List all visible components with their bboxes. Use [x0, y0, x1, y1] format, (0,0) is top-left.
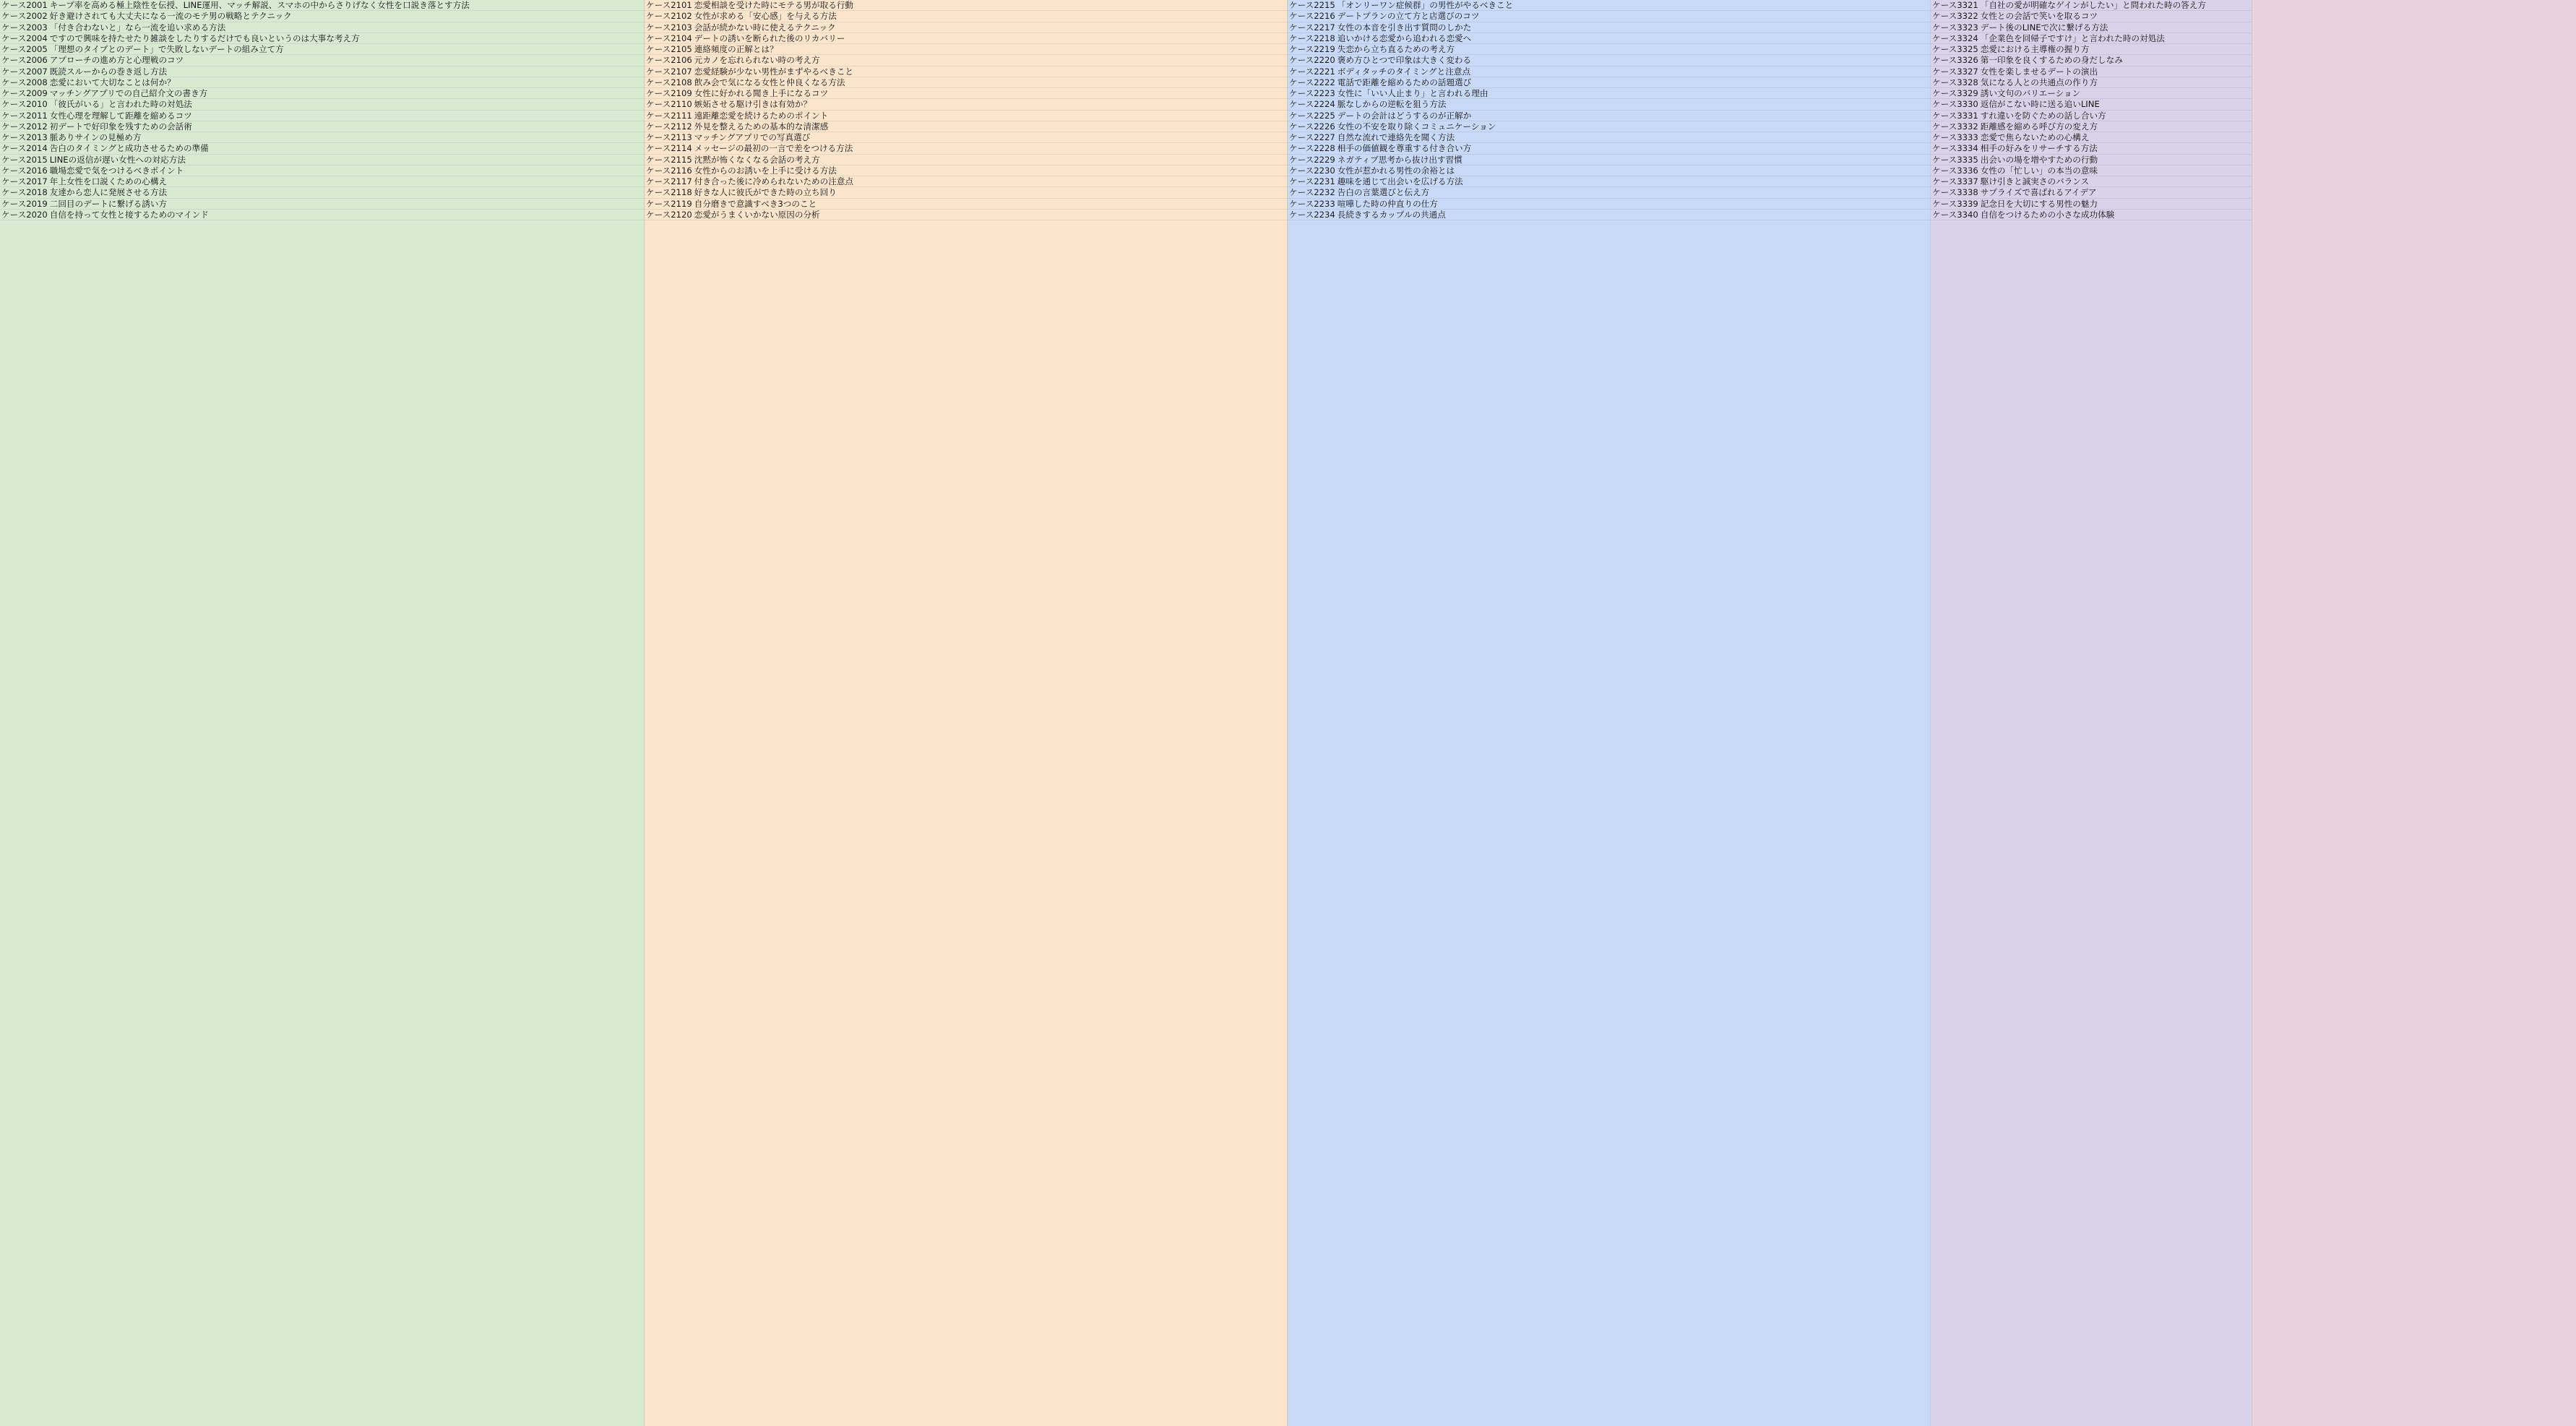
- table-row[interactable]: [1931, 99, 2252, 110]
- case-id: ケース2012: [1, 121, 48, 132]
- case-id: ケース2217: [1289, 22, 1335, 33]
- table-row[interactable]: [0, 166, 644, 176]
- case-id: ケース3333: [1932, 132, 1978, 142]
- case-id: ケース2223: [1289, 88, 1335, 98]
- table-row[interactable]: [1931, 33, 2252, 44]
- table-row[interactable]: [1931, 22, 2252, 33]
- table-row[interactable]: [645, 199, 1287, 210]
- case-text: 女性が求める「安心感」を与える方法: [694, 11, 837, 22]
- case-id: ケース2228: [1289, 143, 1335, 154]
- table-row[interactable]: [1288, 121, 1930, 132]
- case-text: 「企業色を回帰子ですけ」と言われた時の対処法: [1980, 33, 2165, 43]
- table-row[interactable]: [1288, 55, 1930, 66]
- case-id: ケース2117: [646, 176, 692, 186]
- table-row[interactable]: [1931, 176, 2252, 187]
- case-id: ケース3335: [1932, 154, 1978, 165]
- case-text: 嫉妬させる駆け引きは有効か？: [694, 99, 812, 110]
- case-id: ケース2222: [1289, 77, 1335, 87]
- case-text: 脈ありサインの見極め方: [49, 132, 142, 142]
- case-id: ケース2015: [1, 154, 48, 165]
- case-text: マッチングアプリでの自己紹介文の書き方: [49, 88, 208, 98]
- case-text: 元カノを忘れられない時の考え方: [694, 55, 820, 66]
- case-id: ケース3324: [1932, 33, 1978, 43]
- case-id: ケース2102: [646, 11, 692, 22]
- case-text: 初デートで好印象を残すための会話術: [49, 121, 192, 132]
- case-text: 女性の本音を引き出す質問のしかた: [1337, 22, 1472, 33]
- case-text: 自信を持って女性と接するためのマインド: [49, 209, 209, 220]
- case-text: 脈なしからの逆転を狙う方法: [1337, 99, 1447, 110]
- table-row[interactable]: [645, 44, 1287, 55]
- case-id: ケース2218: [1289, 33, 1335, 43]
- case-id: ケース3329: [1932, 88, 1978, 98]
- case-id: ケース2112: [646, 121, 692, 132]
- table-row[interactable]: [0, 210, 644, 220]
- case-text: 褒め方ひとつで印象は大きく変わる: [1337, 55, 1471, 66]
- case-text: デート後のLINEで次に繋げる方法: [1980, 22, 2108, 33]
- table-row[interactable]: [0, 132, 644, 143]
- case-text: 距離感を縮める呼び方の変え方: [1980, 121, 2098, 132]
- case-id: ケース2107: [646, 66, 692, 77]
- case-id: ケース2220: [1289, 55, 1335, 66]
- case-text: 出会いの場を増やすための行動: [1980, 154, 2098, 165]
- table-row[interactable]: [1288, 111, 1930, 121]
- case-id: ケース3332: [1932, 121, 1978, 132]
- table-row[interactable]: [0, 187, 644, 198]
- case-text: 恋愛で焦らないための心構え: [1980, 132, 2090, 142]
- case-id: ケース3336: [1932, 165, 1978, 176]
- case-id: ケース2230: [1289, 165, 1335, 176]
- table-row[interactable]: [0, 199, 644, 210]
- table-row[interactable]: [0, 77, 644, 88]
- case-text: 飲み会で気になる女性と仲良くなる方法: [694, 77, 845, 87]
- table-row[interactable]: [645, 88, 1287, 99]
- case-text: 失恋から立ち直るための考え方: [1337, 44, 1455, 54]
- table-row[interactable]: [1931, 55, 2252, 66]
- table-row[interactable]: [0, 0, 644, 11]
- table-row[interactable]: [1931, 199, 2252, 210]
- case-text: 女性に「いい人止まり」と言われる理由: [1337, 88, 1489, 98]
- table-row[interactable]: [0, 111, 644, 121]
- table-row[interactable]: [1288, 11, 1930, 22]
- table-row[interactable]: [645, 77, 1287, 88]
- case-text: 告白のタイミングと成功させるための準備: [49, 143, 209, 154]
- case-id: ケース2103: [646, 22, 692, 33]
- table-row[interactable]: [1931, 0, 2252, 11]
- case-text: 返信がこない時に送る追いLINE: [1980, 99, 2100, 110]
- table-row[interactable]: [1931, 111, 2252, 121]
- column-4: [1931, 0, 2252, 1426]
- case-text: デートプランの立て方と店選びのコツ: [1337, 11, 1480, 22]
- case-text: 告白の言葉選びと伝え方: [1337, 187, 1430, 198]
- case-text: 好き避けされても大丈夫になる一流のモテ男の戦略とテクニック: [49, 11, 292, 22]
- case-text: 相手の好みをリサーチする方法: [1980, 143, 2098, 154]
- case-id: ケース2108: [646, 77, 692, 87]
- table-row[interactable]: [0, 55, 644, 66]
- table-row[interactable]: [645, 187, 1287, 198]
- case-id: ケース2109: [646, 88, 692, 98]
- table-row[interactable]: [645, 143, 1287, 154]
- case-id: ケース2221: [1289, 66, 1335, 77]
- case-id: ケース3325: [1932, 44, 1978, 54]
- table-row[interactable]: [0, 121, 644, 132]
- table-row[interactable]: [645, 111, 1287, 121]
- case-id: ケース2016: [1, 165, 48, 176]
- table-row[interactable]: [0, 33, 644, 44]
- case-text: 職場恋愛で気をつけるべきポイント: [49, 165, 184, 176]
- case-text: 恋愛経験が少ない男性がまずやるべきこと: [694, 66, 854, 77]
- table-row[interactable]: [645, 66, 1287, 77]
- case-id: ケース2232: [1289, 187, 1335, 198]
- table-row[interactable]: [645, 33, 1287, 44]
- case-id: ケース3330: [1932, 99, 1978, 110]
- case-id: ケース2013: [1, 132, 48, 142]
- case-id: ケース2017: [1, 176, 48, 186]
- case-text: ですので興味を持たせたり雑談をしたりするだけでも良いというのは大事な考え方: [49, 33, 360, 43]
- table-row[interactable]: [0, 22, 644, 33]
- case-id: ケース2216: [1289, 11, 1335, 22]
- table-row[interactable]: [0, 176, 644, 187]
- case-text: 女性を楽しませるデートの演出: [1980, 66, 2098, 77]
- case-text: 自然な流れで連絡先を聞く方法: [1337, 132, 1455, 142]
- case-id: ケース2009: [1, 88, 48, 98]
- case-id: ケース2231: [1289, 176, 1335, 186]
- case-text: 自信をつけるための小さな成功体験: [1980, 209, 2115, 220]
- case-id: ケース2014: [1, 143, 48, 154]
- case-id: ケース2120: [646, 209, 692, 220]
- case-id: ケース2229: [1289, 154, 1335, 165]
- case-text: 会話が続かない時に使えるテクニック: [694, 22, 836, 33]
- table-row[interactable]: [1288, 143, 1930, 154]
- case-text: 「自社の愛が明確なゲインがしたい」と問われた時の答え方: [1980, 0, 2206, 10]
- table-row[interactable]: [1288, 88, 1930, 99]
- case-text: 「オンリーワン症候群」の男性がやるべきこと: [1337, 0, 1514, 10]
- table-row[interactable]: [1931, 210, 2252, 220]
- case-text: 女性が惹かれる男性の余裕とは: [1337, 165, 1455, 176]
- case-text: 外見を整えるための基本的な清潔感: [694, 121, 829, 132]
- case-id: ケース2011: [1, 110, 48, 121]
- case-id: ケース2114: [646, 143, 692, 154]
- case-text: 長続きするカップルの共通点: [1337, 209, 1446, 220]
- table-row[interactable]: [1931, 121, 2252, 132]
- table-row[interactable]: [1931, 66, 2252, 77]
- case-text: 女性心理を理解して距離を縮めるコツ: [49, 110, 192, 121]
- case-text: キープ率を高める極上陰性を伝授、LINE運用、マッチ解説、スマホの中からさりげなく女性を口説き落とす方法: [49, 0, 470, 10]
- case-text: 電話で距離を縮めるための話題選び: [1337, 77, 1472, 87]
- case-id: ケース3331: [1932, 110, 1978, 121]
- case-id: ケース2101: [646, 0, 692, 10]
- case-text: 第一印象を良くするための身だしなみ: [1980, 55, 2123, 66]
- table-row[interactable]: [0, 155, 644, 166]
- table-row[interactable]: [645, 55, 1287, 66]
- table-row[interactable]: [1288, 44, 1930, 55]
- table-row[interactable]: [645, 0, 1287, 11]
- column-1: [0, 0, 645, 1426]
- case-text: デートの誘いを断られた後のリカバリー: [694, 33, 845, 43]
- case-text: 沈黙が怖くなくなる会話の考え方: [694, 154, 820, 165]
- case-text: 恋愛において大切なことは何か？: [49, 77, 176, 87]
- case-id: ケース2215: [1289, 0, 1335, 10]
- table-row[interactable]: [1288, 176, 1930, 187]
- case-text: 遠距離恋愛を続けるためのポイント: [694, 110, 829, 121]
- column-5: [2252, 0, 2576, 1426]
- case-text: メッセージの最初の一言で差をつける方法: [694, 143, 853, 154]
- table-row[interactable]: [1931, 44, 2252, 55]
- table-row[interactable]: [645, 166, 1287, 176]
- case-text: 追いかける恋愛から追われる恋愛へ: [1337, 33, 1472, 43]
- case-id: ケース3328: [1932, 77, 1978, 87]
- table-row[interactable]: [1288, 132, 1930, 143]
- case-text: 女性との会話で笑いを取るコツ: [1980, 11, 2098, 22]
- case-text: 自分磨きで意識すべき3つのこと: [694, 198, 817, 209]
- case-text: 女性に好かれる聞き上手になるコツ: [694, 88, 829, 98]
- table-row[interactable]: [1931, 155, 2252, 166]
- case-id: ケース2004: [1, 33, 48, 43]
- table-row[interactable]: [0, 99, 644, 110]
- table-row[interactable]: [645, 22, 1287, 33]
- table-row[interactable]: [645, 176, 1287, 187]
- case-text: 連絡頻度の正解とは？: [694, 44, 778, 54]
- table-row[interactable]: [1288, 210, 1930, 220]
- case-id: ケース2003: [1, 22, 48, 33]
- case-id: ケース2119: [646, 198, 692, 209]
- case-text: 恋愛がうまくいかない原因の分析: [694, 209, 820, 220]
- case-text: 記念日を大切にする男性の魅力: [1980, 198, 2098, 209]
- case-id: ケース2019: [1, 198, 48, 209]
- table-row[interactable]: [1931, 166, 2252, 176]
- case-id: ケース3327: [1932, 66, 1978, 77]
- case-id: ケース2018: [1, 187, 48, 198]
- case-text: 女性の不安を取り除くコミュニケーション: [1337, 121, 1496, 132]
- table-row[interactable]: [1288, 0, 1930, 11]
- column-3: [1288, 0, 1931, 1426]
- case-text: マッチングアプリでの写真選び: [694, 132, 811, 142]
- case-text: サプライズで喜ばれるアイデア: [1980, 187, 2097, 198]
- case-id: ケース2005: [1, 44, 48, 54]
- case-text: 既読スルーからの巻き返し方法: [49, 66, 168, 77]
- table-row[interactable]: [1931, 11, 2252, 22]
- case-id: ケース2110: [646, 99, 692, 110]
- case-text: 女性の「忙しい」の本当の意味: [1980, 165, 2098, 176]
- table-row[interactable]: [1288, 199, 1930, 210]
- table-row[interactable]: [1931, 77, 2252, 88]
- case-id: ケース3338: [1932, 187, 1978, 198]
- table-row[interactable]: [645, 121, 1287, 132]
- case-id: ケース2104: [646, 33, 692, 43]
- table-row[interactable]: [645, 155, 1287, 166]
- case-text: 駆け引きと誠実さのバランス: [1980, 176, 2090, 186]
- case-text: 年上女性を口説くための心構え: [49, 176, 168, 186]
- case-id: ケース2116: [646, 165, 692, 176]
- case-text: 喧嘩した時の仲直りの仕方: [1337, 198, 1438, 209]
- case-id: ケース2105: [646, 44, 692, 54]
- table-row[interactable]: [645, 11, 1287, 22]
- case-id: ケース2111: [646, 110, 692, 121]
- case-id: ケース2226: [1289, 121, 1335, 132]
- case-id: ケース2020: [1, 209, 48, 220]
- case-id: ケース2002: [1, 11, 48, 22]
- case-text: ネガティブ思考から抜け出す習慣: [1337, 154, 1463, 165]
- table-row[interactable]: [1288, 66, 1930, 77]
- table-row[interactable]: [645, 210, 1287, 220]
- case-text: 好きな人に彼氏ができた時の立ち回り: [694, 187, 837, 198]
- case-text: 相手の価値観を尊重する付き合い方: [1337, 143, 1472, 154]
- case-id: ケース2224: [1289, 99, 1335, 110]
- table-row[interactable]: [0, 44, 644, 55]
- case-text: 女性からのお誘いを上手に受ける方法: [694, 165, 837, 176]
- table-row[interactable]: [1288, 155, 1930, 166]
- case-id: ケース2118: [646, 187, 692, 198]
- case-id: ケース2219: [1289, 44, 1335, 54]
- case-id: ケース3337: [1932, 176, 1978, 186]
- table-row[interactable]: [1288, 22, 1930, 33]
- case-text: 趣味を通じて出会いを広げる方法: [1337, 176, 1463, 186]
- case-text: 恋愛相談を受けた時にモテる男が取る行動: [694, 0, 854, 10]
- case-text: 「彼氏がいる」と言われた時の対処法: [49, 99, 192, 110]
- case-id: ケース2106: [646, 55, 692, 66]
- table-row[interactable]: [1931, 88, 2252, 99]
- case-text: 気になる人との共通点の作り方: [1980, 77, 2098, 87]
- case-id: ケース2115: [646, 154, 692, 165]
- table-row[interactable]: [645, 132, 1287, 143]
- case-id: ケース3322: [1932, 11, 1978, 22]
- case-id: ケース2233: [1289, 198, 1335, 209]
- case-text: 二回目のデートに繋げる誘い方: [49, 198, 168, 209]
- case-text: アプローチの進め方と心理戦のコツ: [49, 55, 184, 66]
- table-row[interactable]: [1288, 166, 1930, 176]
- table-row[interactable]: [1288, 187, 1930, 198]
- case-id: ケース2227: [1289, 132, 1335, 142]
- case-text: 「付き合わないと」なら一流を追い求める方法: [49, 22, 226, 33]
- table-row[interactable]: [0, 88, 644, 99]
- case-text: 誘い文句のバリエーション: [1980, 88, 2081, 98]
- case-id: ケース3323: [1932, 22, 1978, 33]
- column-2: [645, 0, 1288, 1426]
- table-row[interactable]: [1288, 33, 1930, 44]
- case-id: ケース3321: [1932, 0, 1978, 10]
- case-id: ケース2113: [646, 132, 692, 142]
- case-id: ケース2010: [1, 99, 48, 110]
- table-row[interactable]: [1288, 77, 1930, 88]
- case-id: ケース2234: [1289, 209, 1335, 220]
- case-id: ケース3340: [1932, 209, 1978, 220]
- case-id: ケース2007: [1, 66, 48, 77]
- case-text: 友達から恋人に発展させる方法: [49, 187, 168, 198]
- case-text: デートの会計はどうするのが正解か: [1337, 110, 1472, 121]
- case-text: 「理想のタイプとのデート」で失敗しないデートの組み立て方: [49, 44, 284, 54]
- case-text: 恋愛における主導権の握り方: [1980, 44, 2090, 54]
- case-id: ケース2225: [1289, 110, 1335, 121]
- case-text: 付き合った後に冷められないための注意点: [694, 176, 854, 186]
- table-row[interactable]: [1931, 187, 2252, 198]
- case-id: ケース3339: [1932, 198, 1978, 209]
- case-id: ケース3334: [1932, 143, 1978, 154]
- table-row[interactable]: [0, 11, 644, 22]
- case-text: すれ違いを防ぐための話し合い方: [1980, 110, 2106, 121]
- table-row[interactable]: [1288, 99, 1930, 110]
- case-text: ボディタッチのタイミングと注意点: [1337, 66, 1471, 77]
- case-id: ケース2008: [1, 77, 48, 87]
- table-row[interactable]: [645, 99, 1287, 110]
- table-row[interactable]: [0, 66, 644, 77]
- case-id: ケース2006: [1, 55, 48, 66]
- case-id: ケース2001: [1, 0, 48, 10]
- case-id: ケース3326: [1932, 55, 1978, 66]
- table-row[interactable]: [1931, 143, 2252, 154]
- table-row[interactable]: [0, 143, 644, 154]
- table-row[interactable]: [1931, 132, 2252, 143]
- case-text: LINEの返信が遅い女性への対応方法: [49, 154, 186, 165]
